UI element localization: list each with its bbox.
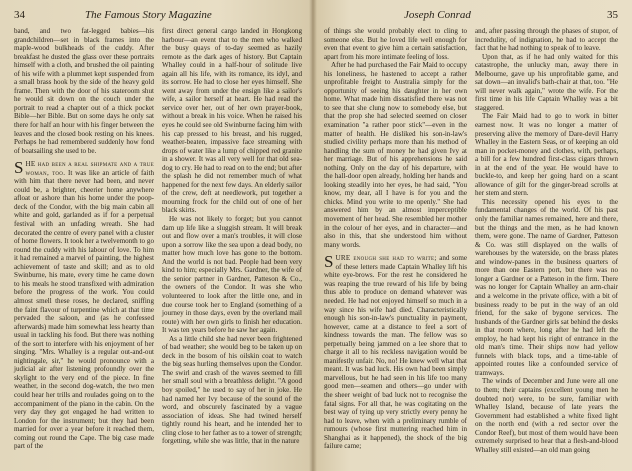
drop-cap: S [14, 158, 24, 178]
right-page-header [324, 9, 618, 25]
left-running-head: The Famous Story Magazine [85, 9, 212, 21]
paragraph: As a little child she had never been frightened of bad weather; she would beg to be taken up on deck in the bosom of his oilskin coat to watch the big seas hurling themselves upon the Condor. The swirl and crash of the waves seemed to fill her small soul with a breathless delight. "A good boy spoiled," he used to say of her in joke. He had named her Ivy because of the sound of the word, and obscurely fascinated by a vague association of ideas. She had twined herself tightly round his heart, and he intended her to cling close to her father as to a tower of strength; forgetting, while she was little, that in the nature [162, 334, 302, 446]
right-running-head: Joseph Conrad [404, 9, 471, 21]
paragraph: After he had purchased the Fair Maid to occupy his loneliness, he hastened to accept a rather unprofitable freight to Australia simply for the opportunity of seeing his daughter in her own home. What made him dissatisfied there was not to see that she clung now to somebody else, but that the prop she had selected seemed on closer examination "a rather poor stick"—even in the matter of health. He disliked his son-in-law's studied civility perhaps more than his method of handling the sum of money he had given Ivy at her marriage. But of his apprehensions he said nothing. Only on the day of his departure, with the hall-door open already, holding her hands and looking steadily into her eyes, he had said, "You know, my dear, all I have is for you and the chicks. Mind you write to me openly." She had answered him by an almost imperceptible movement of her head. She resembled her mother in the colour of her eyes, and in character—and also in this, that she understood him without many words. [324, 61, 467, 249]
left-page-number: 34 [14, 9, 25, 21]
paragraph: and, after passing through the phases of stupor, of incredulity, of indignation, he had to accept the fact that he had nothing to speak of to leave. [475, 27, 618, 53]
paragraph-with-dropcap [324, 254, 467, 451]
right-column-1 [324, 27, 467, 454]
left-page-columns [14, 27, 302, 451]
right-column-2 [475, 27, 618, 454]
paragraph-text: and some of these letters made Captain Whalley lift his white eye-brows. For the rest he considered he was reaping the true reward of his life by being thus able to produce on demand whatever was needed. He had not enjoyed himself so much in a way since his wife had died. Characteristically enough his son-in-law's punctuality in payment, however, came at a distance to feel a sort of kindness towards the man. The fellow was so perpetually being jammed on a lee shore that to charge it all to his reckless navigation would be manifestly unfair. No, no! He knew well what that meant. It was bad luck. His own had been simply marvellous, but he had seen in his life too many good men—seamen and others—go under with the sheer weight of bad luck not to recognise the fatal signs. For all that, he was cogitating on the best way of tying up very strictly every penny he had to leave, when with a preliminary rumble of rumours (whose first muttering reached him in Shanghai as it happened), the shock of the big failure came; [324, 254, 468, 451]
paragraph: first direct general cargo landed in Hongkong harbour—an event that to the men who walked the busy quays of to-day seemed as hazily remote as the dark ages of history. But Captain Whalley could in a half-hour of solitude live again all his life, with its romance, its idyl, and its sorrow. He had to close her eyes himself. She went away from under the ensign like a sailor's wife, a sailor herself at heart. He had read the service over her, out of her own prayer-book, without a break in his voice. When he raised his eyes he could see old Swinburne facing him with his cap pressed to his breast, and his rugged, weather-beaten, impassive face streaming with drops of water like a lump of chipped red granite in a shower. It was all very well for that old sea-dog to cry. He had to read on to the end; but after the splash he did not remember much of what happened for the next few days. An elderly sailor of the crew, deft at needlework, put together a mourning frock for the child out of one of her black skirts. [162, 27, 302, 215]
left-column-1 [14, 27, 154, 451]
right-page-number: 35 [607, 9, 618, 21]
paragraph: band, and two fat-legged babies—his grandchildren—set in black frames into the maple-wood bulkheads of the cuddy. After breakfast he dusted the glass over these portraits himself with a cloth, and brushed the oil painting of his wife with a plummet kept suspended from a small brass hook by the side of the heavy gold frame. Then with the door of his stateroom shut he would sit down on the couch under the portrait to read a chapter out of a thick pocket Bible—her Bible. But on some days he only sat there for half an hour with his finger between the leaves and the closed book resting on his knees. Perhaps he had remembered suddenly how fond of boatsailing she used to be. [14, 27, 154, 155]
paragraph: The winds of December and June were all one to them; their captains (excellent young men he doubted not) were, to be sure, familiar with Whalley Island, because of late years the Government had established a white fixed light on the north end (with a red sector over the Condor Reef), but most of them would have been extremely surprised to hear that a flesh-and-blood Whalley still existed—an old man going [475, 377, 618, 454]
lead-in: URE enough she had to write; [335, 254, 437, 263]
paragraph: This necessity opened his eyes to the fundamental changes of the world. Of his past only the familiar names remained, here and there, but the things and the men, as he had known them, were gone. The name of Gardner, Patteson & Co. was still displayed on the walls of warehouses by the waterside, on the brass plates and window-panes in the business quarters of more than one Eastern port, but there was no longer a Gardner or a Patteson in the firm. There was no longer for Captain Whalley an arm-chair and a welcome in the private office, with a bit of business ready to be put in the way of an old friend, for the sake of bygone services. The husbands of the Gardner girls sat behind the desks in that room where, long after he had left the employ, he had kept his right of entrance in the old man's time. Their ships now had yellow funnels with black tops, and a time-table of appointed routes like a confounded service of tramways. [475, 197, 618, 377]
paragraph: Upon that, as if he had only waited for this catastrophe, the unlucky man, away there in Melbourne, gave up his unprofitable game, and sat down—an invalid's bath-chair at that, too. "He will never walk again," wrote the wife. For the first time in his life Captain Whalley was a bit staggered. [475, 52, 618, 112]
right-page [312, 0, 632, 471]
left-column-2 [162, 27, 302, 451]
lead-in: HE had been a real shipmate and a true woman, too. [25, 160, 154, 177]
left-page-header [14, 9, 302, 25]
paragraph: of things she would probably elect to cling to someone else. But he loved life well enough for even that event to give him a certain satisfaction, apart from his more intimate feeling of loss. [324, 27, 467, 61]
left-page [0, 0, 312, 471]
paragraph-text: It was like an article of faith with him that there never had been, and never could be, a brighter, cheerier home anywhere afloat or ashore than his home under the poop-deck of the Condor, with the big main cabin all white and gold, garlanded as if for a perpetual festival with an unfading wreath. She had decorated the centre of every panel with a cluster of home flowers. It took her a twelvemonth to go round the cuddy with his labour of love. To him it had remained a marvel of painting, the highest achievement of taste and skill; and as to old Swinburne, his mate, every time he came down to his meals he stood transfixed with admiration before the progress of the work. You could almost smell these roses, he declared, sniffing the faint flavour of turpentine which at that time pervaded the saloon, and (as he confessed afterwards) made him somewhat less hearty than usual in tackling his food. But there was nothing of the sort to interfere with his enjoyment of her singing. "Mrs. Whalley is a regular out-and-out nightingale, sir," he would pronounce with a judicial air after listening profoundly over the skylight to the very end of the piece. In fine weather, in the second dog-watch, the two men could hear her trills and roulades going on to the accompaniment of the piano in the cabin. On the very day they got engaged he had written to London for the instrument; but they had been married for over a year before it reached them, coming out round the Cape. The big case made part of the [14, 168, 154, 451]
drop-cap: S [324, 252, 334, 272]
paragraph-with-dropcap [14, 160, 154, 451]
right-page-columns [324, 27, 618, 454]
paragraph: The Fair Maid had to go to work in bitter earnest now. It was no longer a matter of preserving alive the memory of Dare-devil Harry Whalley in the Eastern Seas, or of keeping an old man in pocket-money and clothes, with, perhaps, a bill for a few hundred first-class cigars thrown in at the end of the year. He would have to buckle-to, and keep her going hard on a scant allowance of gilt for the ginger-bread scrolls at her stem and stern. [475, 112, 618, 198]
paragraph: He was not likely to forget; but you cannot dam up life like a sluggish stream. It will break out and flow over a man's troubles, it will close upon a sorrow like the sea upon a dead body, no matter how much love has gone to the bottom. And the world is not bad. People had been very kind to him; especially Mrs. Gardner, the wife of the senior partner in Gardner, Patteson & Co., the owners of the Condor. It was she who volunteered to look after the little one, and in due course took her to England (something of a journey in those days, even by the overland mail route) with her own girls to finish her education. It was ten years before he saw her again. [162, 215, 302, 335]
